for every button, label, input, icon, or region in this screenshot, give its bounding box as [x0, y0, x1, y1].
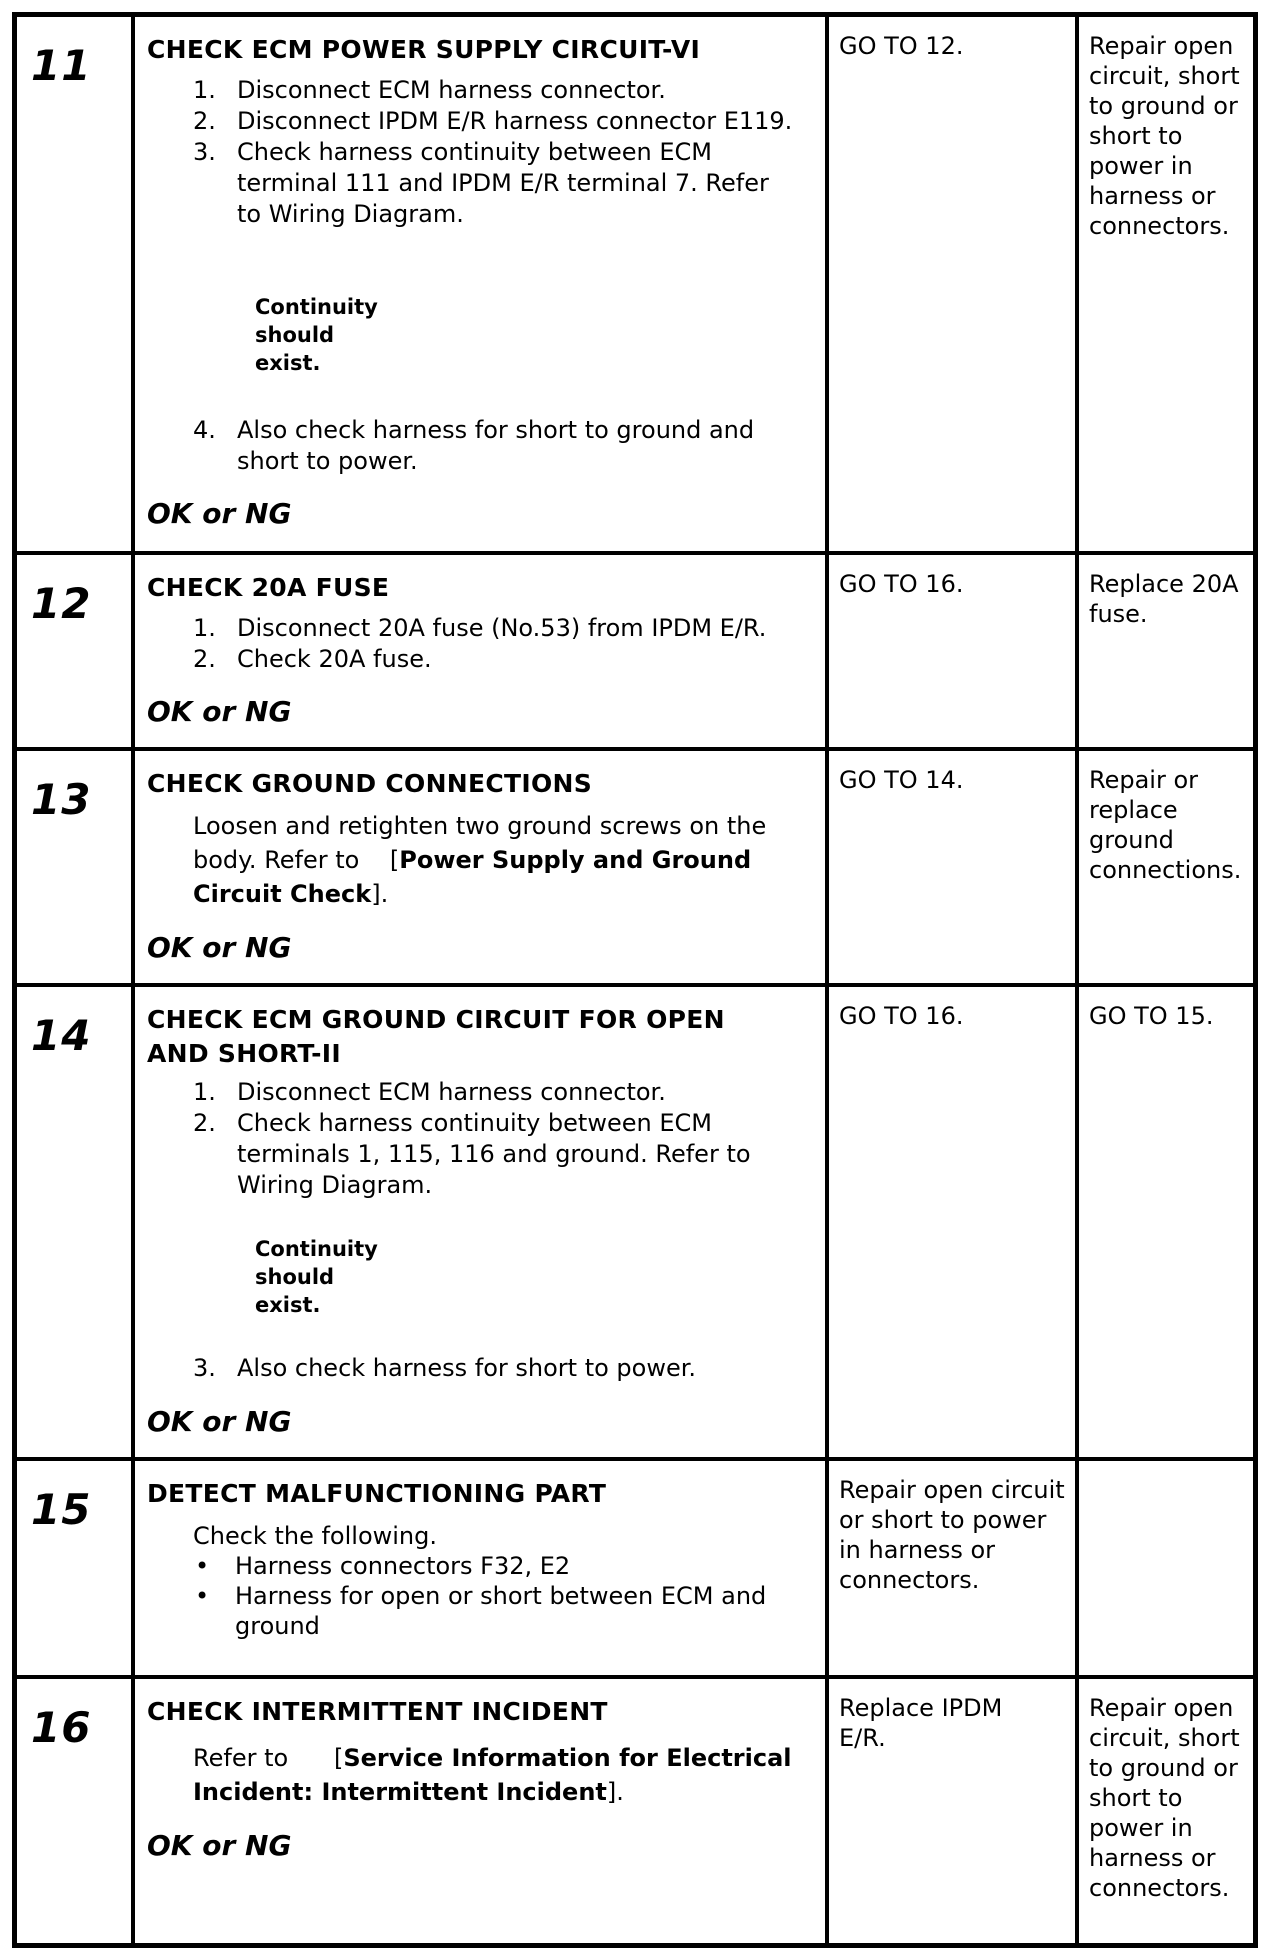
step-row-13 — [15, 749, 1255, 985]
step-content-cell — [133, 1459, 827, 1677]
step-number: 15 — [31, 1485, 92, 1534]
step-content-cell — [133, 15, 827, 553]
step-title: CHECK INTERMITTENT INCIDENT — [147, 1697, 608, 1726]
ng-result: Repair or replace ground connections. — [1089, 766, 1242, 884]
ok-result-cell — [827, 749, 1077, 985]
step-number: 11 — [31, 41, 92, 90]
ok-or-ng-label: OK or NG — [147, 1405, 292, 1438]
ok-or-ng-label: OK or NG — [147, 695, 292, 728]
list-item: 1. Disconnect 20A fuse (No.53) from IPDM E/R. — [193, 614, 767, 642]
step-row-12 — [15, 553, 1255, 749]
step-number-cell — [15, 1677, 133, 1945]
continuity-note: Continuity should exist. — [255, 295, 378, 375]
step-list-extra — [193, 1353, 793, 1384]
step-row-15 — [15, 1459, 1255, 1677]
ok-or-ng-label: OK or NG — [147, 497, 292, 530]
continuity-note: Continuity should exist. — [255, 1237, 378, 1317]
step-number-cell — [15, 553, 133, 749]
ok-result-cell — [827, 1677, 1077, 1945]
ok-or-ng-label: OK or NG — [147, 931, 292, 964]
reference-link[interactable]: Power Supply and Ground Circuit Check — [193, 846, 752, 908]
ok-result: GO TO 16. — [839, 1002, 964, 1030]
step-row-11 — [15, 15, 1255, 553]
step-row-14 — [15, 985, 1255, 1459]
step-number: 12 — [31, 579, 92, 628]
step-number-cell — [15, 985, 133, 1459]
reference-link[interactable]: Service Information for Electrical Incident: Intermittent Incident — [193, 1744, 792, 1806]
list-item: 3. Check harness continuity between ECM terminal 111 and IPDM E/R terminal 7. Refer to Wiring Diagram. — [193, 138, 769, 228]
empty-cell — [1077, 1459, 1255, 1677]
ng-result: GO TO 15. — [1089, 1002, 1214, 1030]
list-item: 2. Check 20A fuse. — [193, 645, 432, 673]
step-content-cell — [133, 985, 827, 1459]
step-row-16 — [15, 1677, 1255, 1945]
ok-result: GO TO 12. — [839, 32, 964, 60]
ng-result-cell — [1077, 749, 1255, 985]
list-item: 4. Also check harness for short to ground and short to power. — [193, 416, 755, 475]
list-item: 1. Disconnect ECM harness connector. — [193, 1078, 666, 1106]
step-title: CHECK ECM POWER SUPPLY CIRCUIT-VI — [147, 35, 701, 64]
step-title: CHECK ECM GROUND CIRCUIT FOR OPEN AND SHORT-II — [147, 1005, 725, 1068]
step-list — [193, 75, 793, 230]
diagnostic-procedure-table — [12, 12, 1258, 1948]
step-number: 14 — [31, 1011, 92, 1060]
list-item: 1. Disconnect ECM harness connector. — [193, 76, 666, 104]
list-item: 2. Disconnect IPDM E/R harness connector E119. — [193, 107, 793, 135]
ok-result-cell — [827, 985, 1077, 1459]
step-number-cell — [15, 749, 133, 985]
ng-result: Replace 20A fuse. — [1089, 570, 1239, 628]
step-title: CHECK 20A FUSE — [147, 573, 390, 602]
bullet-list — [193, 1551, 803, 1641]
list-item: 2. Check harness continuity between ECM terminals 1, 115, 116 and ground. Refer to Wiring Diagram. — [193, 1109, 751, 1199]
step-title: DETECT MALFUNCTIONING PART — [147, 1479, 607, 1508]
instruction-text: Loosen and retighten two ground screws on the body. Refer to [Power Supply and Ground Circuit Check]. — [193, 812, 767, 908]
step-content-cell — [133, 1677, 827, 1945]
list-item: 3. Also check harness for short to power. — [193, 1354, 697, 1382]
ok-result-cell — [827, 15, 1077, 553]
ng-result: Repair open circuit, short to ground or short to power in harness or connectors. — [1089, 32, 1240, 240]
step-number-cell — [15, 15, 133, 553]
step-list — [193, 613, 813, 675]
list-item: • Harness for open or short between ECM and ground — [195, 1582, 767, 1640]
ng-result: Repair open circuit, short to ground or short to power in harness or connectors. — [1089, 1694, 1240, 1902]
step-title: CHECK GROUND CONNECTIONS — [147, 769, 593, 798]
step-number: 13 — [31, 775, 92, 824]
list-item: • Harness connectors F32, E2 — [195, 1552, 571, 1580]
ng-result-cell — [1077, 985, 1255, 1459]
ng-result-cell — [1077, 1677, 1255, 1945]
step-number-cell — [15, 1459, 133, 1677]
result-cell — [827, 1459, 1077, 1677]
ng-result-cell — [1077, 15, 1255, 553]
instruction-text: Refer to [Service Information for Electrical Incident: Intermittent Incident]. — [193, 1744, 792, 1806]
step-list-extra — [193, 415, 793, 477]
step-content-cell — [133, 553, 827, 749]
step-number: 16 — [31, 1703, 92, 1752]
ok-or-ng-label: OK or NG — [147, 1829, 292, 1862]
step-content-cell — [133, 749, 827, 985]
ok-result: GO TO 14. — [839, 766, 964, 794]
instruction-text: Check the following. — [193, 1522, 437, 1550]
result-text: Repair open circuit or short to power in harness or connectors. — [839, 1476, 1065, 1594]
ok-result: GO TO 16. — [839, 570, 964, 598]
ok-result-cell — [827, 553, 1077, 749]
ok-result: Replace IPDM E/R. — [839, 1694, 1003, 1752]
step-list — [193, 1077, 793, 1201]
ng-result-cell — [1077, 553, 1255, 749]
